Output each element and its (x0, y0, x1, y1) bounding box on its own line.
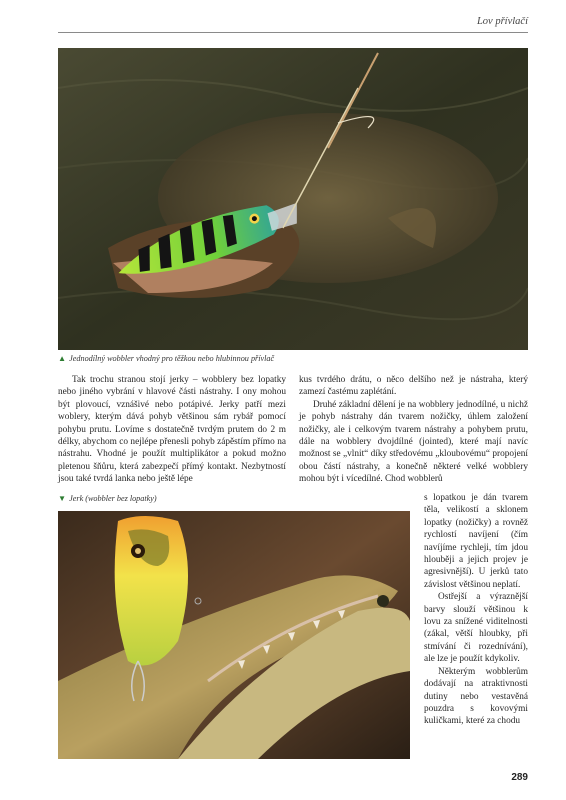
paragraph: Druhé základní dělení je na wobblery jednodílné, u nichž je pohyb nástrahy dán tvarem nožičky, úhlem založení nožičky, ale i celkovým tvarem nástrahy a pohybem prutu, dále na wobblery dvojdílné (jointed), které mají navíc možnost se „vlnit“ díky středovému „kloubovému“ propojení obou částí nástrahy, a konečně některé velké wobblery mohou být i vícedílné. Chod wobblerů (299, 399, 528, 485)
paragraph: Ostřejší a výraznější barvy slouží většinou k lovu za snížené viditelnosti (zákal, větší hloubky, při stmívání či rozednívání), ale lze je použít kdykoliv. (424, 592, 528, 665)
photo-pike-wobbler (58, 48, 528, 350)
section-title: Lov přívlačí (476, 16, 528, 27)
photo1-caption (58, 354, 274, 363)
pike-jerk-image (58, 511, 410, 759)
text-column-3 (424, 492, 528, 728)
photo2-caption (58, 494, 157, 503)
paragraph: Tak trochu stranou stojí jerky – wobblery bez lopatky nebo jiného vybrání v hlavové části nástrahy. I ony mohou být plovoucí, vznášivé nebo potápivé. Jerky patří mezi woblery, kterým dává pohyb většinou sám rybář pomocí pohybu prutu. Lovíme s dostatečně tvrdým prutem do 2 m délky, abychom co nejlépe přenesli pohyb zápěstím přímo na nástrahu. Vhodné je použít multiplikátor a pokud možno pletenou šňůru, která zabezpečí přímý kontakt. Nezbytností jsou také tvrdá lanka nebo ještě lépe (58, 375, 286, 485)
text-column-1 (58, 374, 286, 486)
pike-wobbler-image (58, 48, 528, 350)
paragraph: s lopatkou je dán tvarem těla, velikostí a sklonem lopatky (nožičky) a rovněž rychlostí navíjení (čím navíjíme rychleji, tím jdou hlouběji a jejich projev je agresivnější). U jerků tato závislost většinou neplatí. (424, 493, 528, 590)
photo-pike-jerk (58, 511, 410, 759)
caption-marker-icon: ▼ (58, 494, 67, 503)
page-number: 289 (511, 772, 528, 783)
photo2-caption-text: Jerk (wobbler bez lopatky) (69, 494, 157, 503)
running-header (58, 14, 528, 33)
caption-marker-icon: ▲ (58, 354, 67, 363)
paragraph: Některým wobblerům dodávají na atraktivnosti dutiny nebo vestavěná pouzdra s kovovými kuličkami, které za chodu (424, 666, 528, 727)
text-column-2 (299, 374, 528, 486)
photo1-caption-text: Jednodílný wobbler vhodný pro těžkou nebo hlubinnou přívlač (69, 354, 275, 363)
paragraph: kus tvrdého drátu, o něco delšího než je nástraha, který zamezí častému zaplétání. (299, 375, 528, 398)
